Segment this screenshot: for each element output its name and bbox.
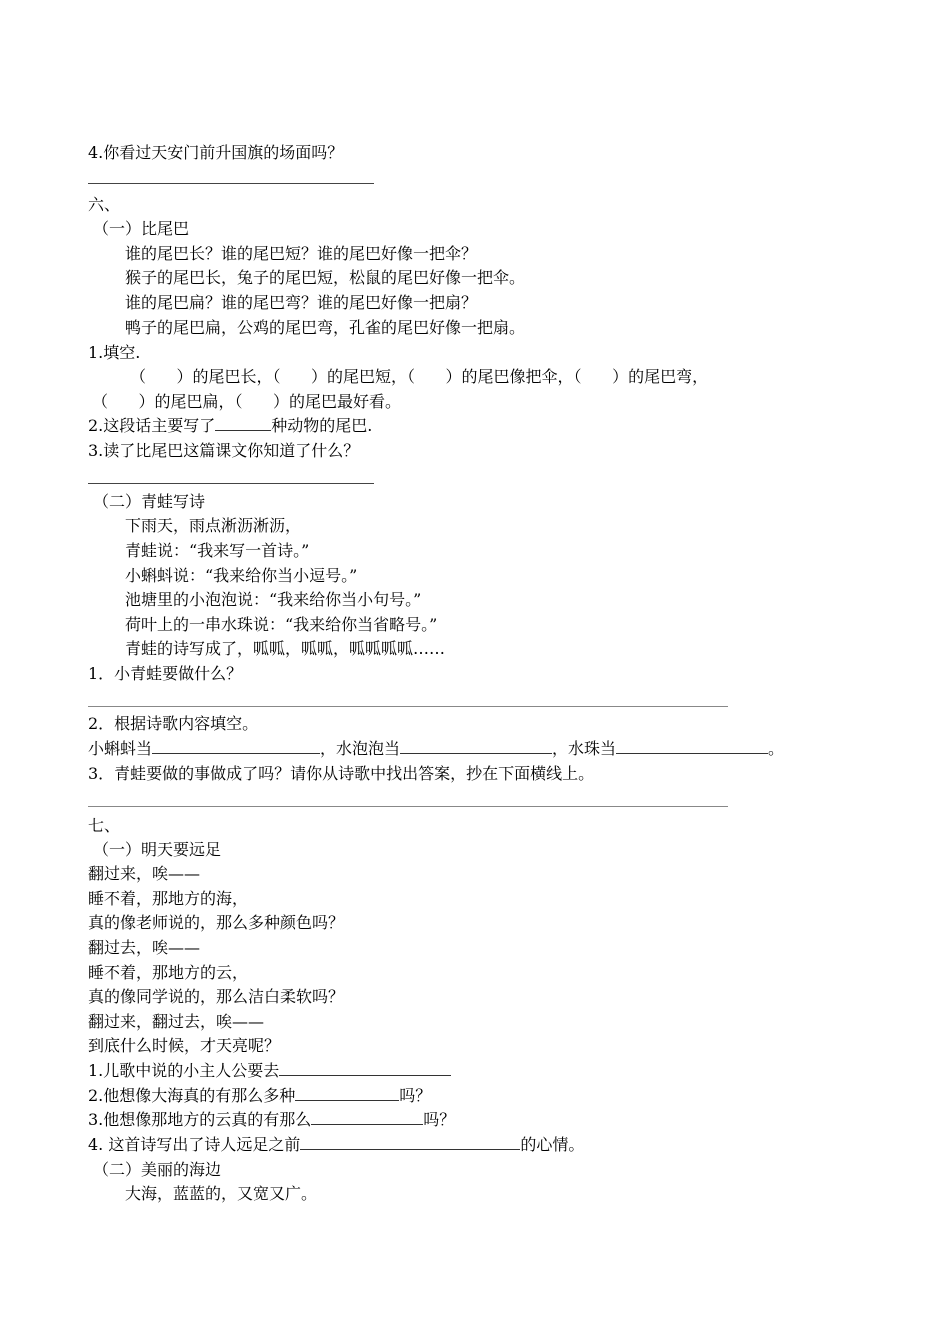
passage-1-line: 谁的尾巴长？谁的尾巴短？谁的尾巴好像一把伞？ [125,244,478,263]
question-text: 4. 这首诗写出了诗人远足之前 [88,1135,301,1154]
question-text: 小蝌蚪当 [88,739,153,758]
passage-4-title: （二）美丽的海边 [93,1160,222,1179]
section-seven-heading: 七、 [88,816,121,835]
answer-line [88,806,728,807]
answer-line [88,706,728,707]
question-4: 4.你看过天安门前升国旗的场面吗？ [88,143,344,162]
question-text: 吗？ [399,1086,432,1105]
poem-line: 青蛙的诗写成了，呱呱，呱呱，呱呱呱呱…… [125,639,446,658]
passage-3-question-4 [88,1133,584,1157]
question-text: 1.儿歌中说的小主人公要去 [88,1061,280,1080]
answer-line [88,483,374,484]
poem-line: 到底什么时候，才天亮呢？ [88,1036,281,1055]
passage-1-question-1: 1.填空. [88,343,141,362]
answer-blank[interactable] [279,1061,451,1076]
answer-blank[interactable] [616,739,768,754]
poem-line: 池塘里的小泡泡说：“我来给你当小句号。” [125,590,422,609]
poem-line: 真的像同学说的，那么洁白柔软吗？ [88,987,345,1006]
poem-line: 睡不着，那地方的海， [88,889,249,908]
poem-line: 睡不着，那地方的云， [88,963,249,982]
answer-line [88,183,374,184]
question-text: 2.这段话主要写了 [88,416,216,435]
passage-1-question-2 [88,414,372,438]
poem-line: 真的像老师说的，那么多种颜色吗？ [88,913,345,932]
passage-2-fill-row [88,737,784,761]
answer-blank[interactable] [400,739,552,754]
passage-1-question-3: 3.读了比尾巴这篇课文你知道了什么？ [88,441,360,460]
poem-line: 翻过来，翻过去，唉—— [88,1012,265,1031]
question-text: 吗？ [423,1110,456,1129]
passage-2-title: （二）青蛙写诗 [93,492,206,511]
poem-line: 荷叶上的一串水珠说：“我来给你当省略号。” [125,615,438,634]
question-text: ，水泡泡当 [320,739,401,758]
passage-1-line: 鸭子的尾巴扁，公鸡的尾巴弯，孔雀的尾巴好像一把扇。 [125,318,526,337]
answer-blank[interactable] [152,739,320,754]
question-text: 的心情。 [520,1135,585,1154]
fill-blank-row-1: （ ）的尾巴长，（ ）的尾巴短，（ ）的尾巴像把伞，（ ）的尾巴弯， [130,367,709,386]
question-text: 。 [768,739,785,758]
passage-1-line: 猴子的尾巴长，兔子的尾巴短，松鼠的尾巴好像一把伞。 [125,268,526,287]
poem-line: 下雨天，雨点淅沥淅沥， [125,516,302,535]
passage-3-title: （一）明天要远足 [93,840,222,859]
question-text: 2.他想像大海真的有那么多种 [88,1086,296,1105]
fill-blank-row-2: （ ）的尾巴扁，（ ）的尾巴最好看。 [92,392,402,411]
section-six-heading: 六、 [88,195,121,214]
poem-line: 翻过来，唉—— [88,864,201,883]
answer-blank[interactable] [311,1110,423,1125]
question-text: ，水珠当 [552,739,617,758]
poem-line: 翻过去，唉—— [88,938,201,957]
answer-blank[interactable] [300,1135,520,1150]
question-text: 3.他想像那地方的云真的有那么 [88,1110,312,1129]
question-text: 种动物的尾巴. [271,416,373,435]
passage-2-question-3: 3．青蛙要做的事做成了吗？请你从诗歌中找出答案，抄在下面横线上。 [88,764,595,783]
answer-blank[interactable] [215,416,271,431]
passage-3-question-2 [88,1084,431,1108]
poem-line: 青蛙说：“我来写一首诗。” [125,541,310,560]
passage-3-question-3 [88,1108,455,1132]
passage-3-question-1 [88,1059,451,1083]
answer-blank[interactable] [295,1086,399,1101]
passage-1-line: 谁的尾巴扁？谁的尾巴弯？谁的尾巴好像一把扇？ [125,293,478,312]
passage-1-title: （一）比尾巴 [93,219,190,238]
poem-line: 小蝌蚪说：“我来给你当小逗号。” [125,566,358,585]
passage-4-line: 大海，蓝蓝的，又宽又广。 [125,1184,318,1203]
passage-2-question-2: 2．根据诗歌内容填空。 [88,714,259,733]
passage-2-question-1: 1．小青蛙要做什么？ [88,664,243,683]
